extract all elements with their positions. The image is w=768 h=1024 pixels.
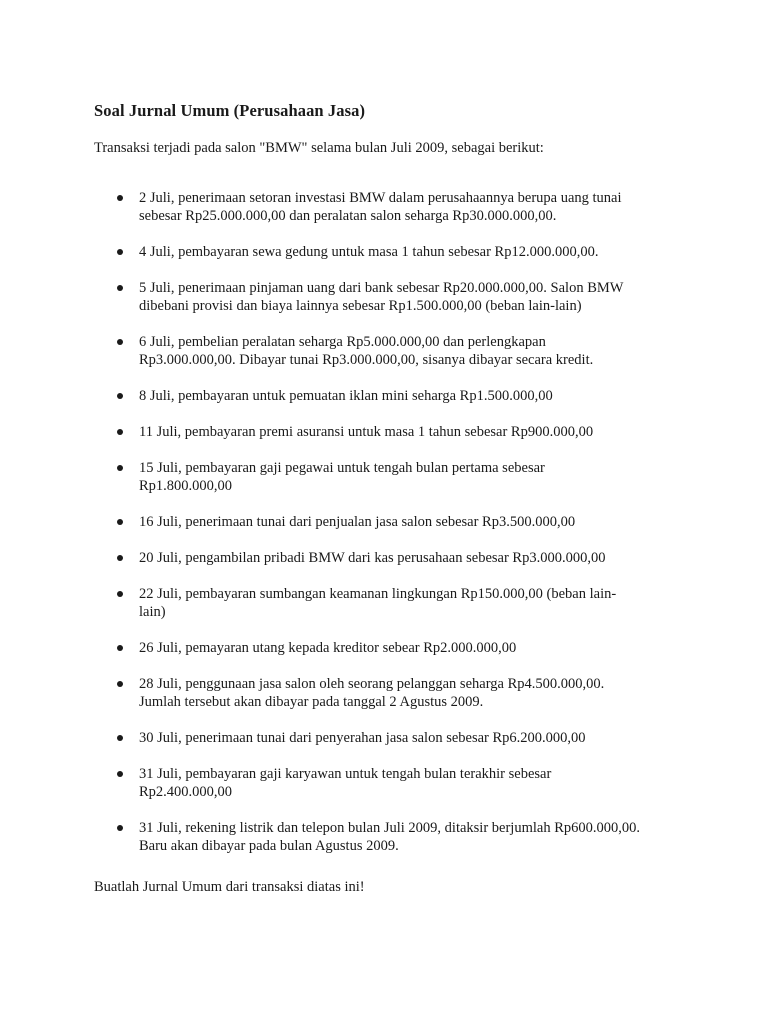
item-line-2: lain) (139, 604, 166, 620)
item-line-1: 22 Juli, pembayaran sumbangan keamanan lingkungan Rp150.000,00 (beban lain- (139, 586, 617, 602)
list-item (94, 279, 694, 315)
item-line-1: 20 Juli, pengambilan pribadi BMW dari kas perusahaan sebesar Rp3.000.000,00 (139, 550, 606, 566)
bullet-icon (117, 249, 123, 255)
list-item (94, 333, 694, 369)
item-line-1: 30 Juli, penerimaan tunai dari penyerahan jasa salon sebesar Rp6.200.000,00 (139, 730, 586, 746)
bullet-icon (117, 339, 123, 345)
list-item (94, 243, 694, 261)
list-item (94, 459, 694, 495)
list-item (94, 549, 694, 567)
item-line-1: 28 Juli, penggunaan jasa salon oleh seorang pelanggan seharga Rp4.500.000,00. (139, 676, 605, 692)
item-line-1: 15 Juli, pembayaran gaji pegawai untuk tengah bulan pertama sebesar (139, 460, 545, 476)
item-line-2: Rp2.400.000,00 (139, 784, 233, 800)
item-line-2: Jumlah tersebut akan dibayar pada tanggal 2 Agustus 2009. (139, 694, 484, 710)
item-line-1: 11 Juli, pembayaran premi asuransi untuk masa 1 tahun sebesar Rp900.000,00 (139, 424, 594, 440)
list-item (94, 765, 694, 801)
bullet-icon (117, 771, 123, 777)
item-line-1: 31 Juli, rekening listrik dan telepon bulan Juli 2009, ditaksir berjumlah Rp600.000,00. (139, 820, 640, 836)
list-item (94, 729, 694, 747)
bullet-icon (117, 393, 123, 399)
item-line-2: sebesar Rp25.000.000,00 dan peralatan salon seharga Rp30.000.000,00. (139, 208, 557, 224)
list-item (94, 639, 694, 657)
bullet-icon (117, 429, 123, 435)
item-line-2: Rp3.000.000,00. Dibayar tunai Rp3.000.000,00, sisanya dibayar secara kredit. (139, 352, 594, 368)
document-title: Soal Jurnal Umum (Perusahaan Jasa) (94, 101, 366, 120)
closing-instruction: Buatlah Jurnal Umum dari transaksi diatas ini! (94, 879, 365, 895)
item-line-1: 8 Juli, pembayaran untuk pemuatan iklan mini seharga Rp1.500.000,00 (139, 388, 553, 404)
item-line-1: 31 Juli, pembayaran gaji karyawan untuk tengah bulan terakhir sebesar (139, 766, 552, 782)
item-line-1: 26 Juli, pemayaran utang kepada kreditor sebear Rp2.000.000,00 (139, 640, 517, 656)
bullet-icon (117, 285, 123, 291)
list-item (94, 387, 694, 405)
bullet-icon (117, 195, 123, 201)
bullet-icon (117, 825, 123, 831)
bullet-icon (117, 681, 123, 687)
bullet-icon (117, 591, 123, 597)
bullet-icon (117, 555, 123, 561)
bullet-icon (117, 519, 123, 525)
item-line-2: dibebani provisi dan biaya lainnya sebesar Rp1.500.000,00 (beban lain-lain) (139, 298, 582, 314)
list-item (94, 819, 694, 855)
bullet-icon (117, 735, 123, 741)
item-line-2: Rp1.800.000,00 (139, 478, 233, 494)
item-line-1: 5 Juli, penerimaan pinjaman uang dari bank sebesar Rp20.000.000,00. Salon BMW (139, 280, 624, 296)
list-item (94, 585, 694, 621)
item-line-1: 6 Juli, pembelian peralatan seharga Rp5.000.000,00 dan perlengkapan (139, 334, 546, 350)
list-item (94, 423, 694, 441)
list-item (94, 513, 694, 531)
item-line-1: 2 Juli, penerimaan setoran investasi BMW dalam perusahaannya berupa uang tunai (139, 190, 622, 206)
list-item (94, 189, 694, 225)
transaction-list (94, 189, 694, 873)
bullet-icon (117, 645, 123, 651)
item-line-1: 4 Juli, pembayaran sewa gedung untuk masa 1 tahun sebesar Rp12.000.000,00. (139, 244, 599, 260)
item-line-2: Baru akan dibayar pada bulan Agustus 2009. (139, 838, 399, 854)
bullet-icon (117, 465, 123, 471)
intro-paragraph: Transaksi terjadi pada salon "BMW" selama bulan Juli 2009, sebagai berikut: (94, 140, 544, 156)
item-line-1: 16 Juli, penerimaan tunai dari penjualan jasa salon sebesar Rp3.500.000,00 (139, 514, 576, 530)
list-item (94, 675, 694, 711)
